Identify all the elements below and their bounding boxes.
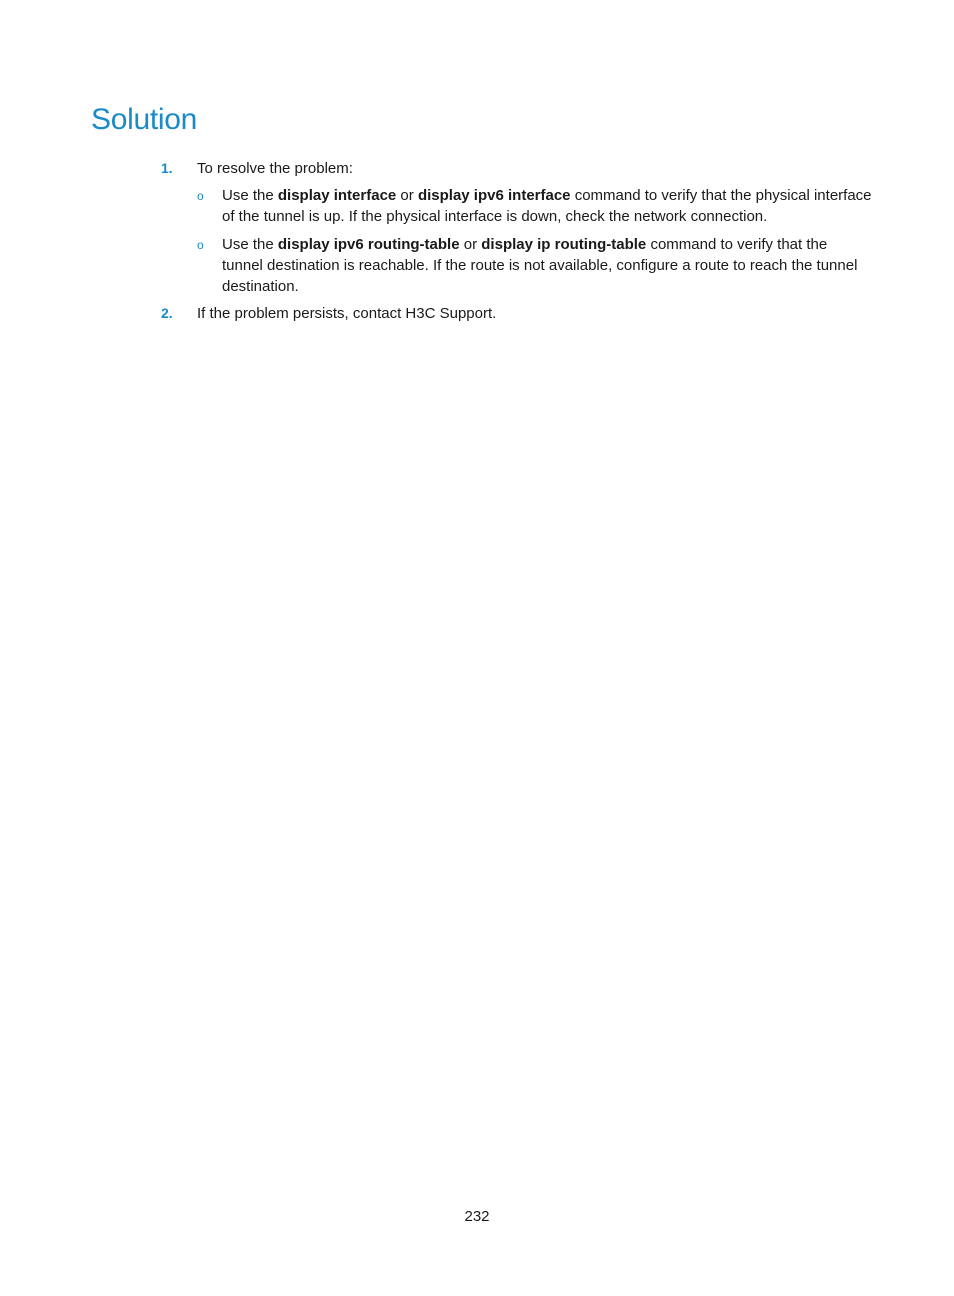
step-number: 2.	[161, 305, 173, 321]
step-1	[0, 158, 954, 179]
text-segment: or	[459, 236, 482, 253]
command-name: display ipv6 routing-table	[277, 236, 460, 253]
step-text: If the problem persists, contact H3C Support.	[197, 305, 497, 322]
section-heading: Solution	[91, 103, 198, 136]
text-segment: Use the	[222, 236, 278, 253]
sub-item-1	[0, 185, 954, 227]
bullet-icon: o	[197, 189, 204, 203]
text-segment: Use the	[222, 187, 278, 204]
text-segment: or	[396, 187, 418, 204]
command-name: display ip routing-table	[481, 236, 647, 253]
step-2	[0, 303, 954, 324]
command-name: display interface	[277, 187, 397, 204]
sub-item-text	[222, 234, 872, 297]
sub-item-text	[222, 185, 872, 227]
text-segment: command to verify that the physical interface of the tunnel is up. If the physical interface is down, check the network connection.	[222, 187, 872, 225]
command-name: display ipv6 interface	[417, 187, 571, 204]
text-segment: command to verify that the tunnel destination is reachable. If the route is not available, configure a route to reach the tunnel destination.	[222, 236, 858, 295]
step-number: 1.	[161, 160, 173, 176]
step-text: To resolve the problem:	[197, 160, 353, 177]
bullet-icon: o	[197, 238, 204, 252]
page-number: 232	[464, 1208, 490, 1225]
sub-item-2	[0, 234, 954, 297]
